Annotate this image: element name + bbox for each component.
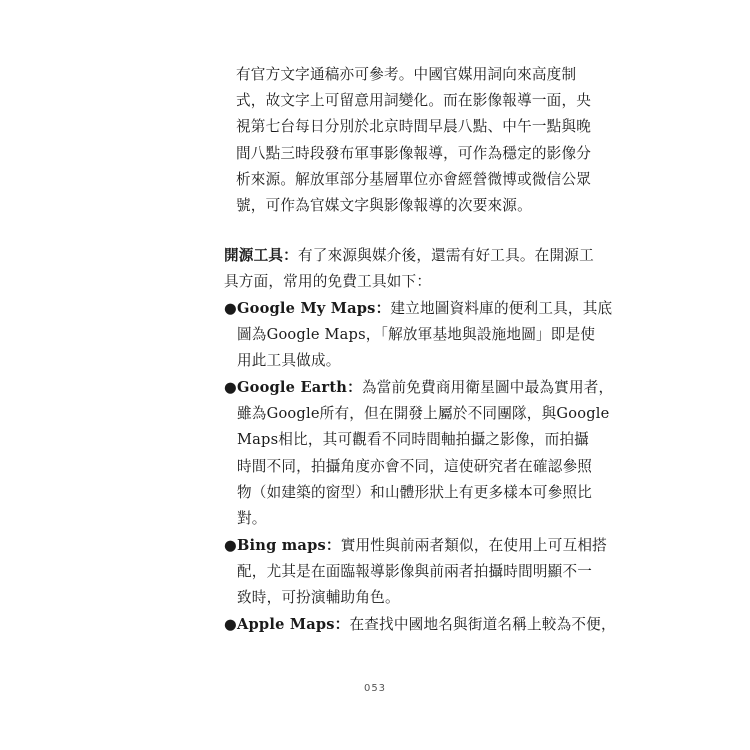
text-line: 對。 <box>237 510 267 528</box>
text-line <box>237 533 607 559</box>
text-line <box>237 296 613 322</box>
list-item-google-my-maps <box>224 296 613 375</box>
list-item-google-earth <box>224 375 614 532</box>
text-line: 致時，可扮演輔助角色。 <box>237 589 400 607</box>
text-line <box>224 243 594 269</box>
bullet-icon: ● <box>224 300 237 317</box>
tools-text: 有了來源與媒介後，還需有好工具。在開源工 <box>297 247 594 264</box>
text-line: 間八點三時段發布軍事影像報導，可作為穩定的影像分 <box>236 144 592 162</box>
list-item-apple-maps <box>224 612 616 638</box>
text-line <box>237 612 616 638</box>
text-line: Maps相比，其可觀看不同時間軸拍攝之影像，而拍攝 <box>237 431 589 449</box>
bullet-icon: ● <box>224 537 237 554</box>
tool-name: Bing maps： <box>237 537 341 554</box>
text-line: 時間不同，拍攝角度亦會不同，這使研究者在確認參照 <box>237 457 593 475</box>
text-line <box>237 375 614 401</box>
text-line: 析來源。解放軍部分基層單位亦會經營微博或微信公眾 <box>236 170 592 188</box>
tools-paragraph <box>224 243 594 295</box>
tool-name: Apple Maps： <box>237 616 350 633</box>
text-line: 具方面，常用的免費工具如下： <box>224 273 432 291</box>
text-line: 配，尤其是在面臨報導影像與前兩者拍攝時間明顯不一 <box>237 563 593 581</box>
tool-description: 為當前免費商用衛星圖中最為實用者， <box>361 379 614 396</box>
bullet-icon: ● <box>224 379 237 396</box>
tools-heading: 開源工具： <box>224 247 298 264</box>
tool-description: 實用性與前兩者類似，在使用上可互相搭 <box>340 537 607 554</box>
bullet-icon: ● <box>224 616 237 633</box>
text-line: 物（如建築的窗型）和山體形狀上有更多樣本可參照比 <box>237 483 593 501</box>
tool-description: 在查找中國地名與街道名稱上較為不便， <box>349 616 616 633</box>
page-number: 053 <box>363 683 387 694</box>
text-line: 號，可作為官媒文字與影像報導的次要來源。 <box>236 197 532 215</box>
tool-description: 建立地圖資料庫的便利工具，其底 <box>390 300 613 317</box>
text-line: 有官方文字通稿亦可參考。中國官媒用詞向來高度制 <box>236 66 577 83</box>
text-line: 圖為Google Maps，「解放軍基地與設施地圖」即是使 <box>237 326 596 344</box>
text-line: 式，故文字上可留意用詞變化。而在影像報導一面，央 <box>236 92 592 110</box>
intro-paragraph <box>236 62 592 219</box>
text-line: 視第七台每日分別於北京時間早晨八點、中午一點與晚 <box>236 118 592 136</box>
text-line: 用此工具做成。 <box>237 352 341 370</box>
text-line: 雖為Google所有，但在開發上屬於不同團隊，與Google <box>237 405 610 423</box>
tool-name: Google Earth： <box>237 379 362 396</box>
tool-name: Google My Maps： <box>237 300 391 317</box>
list-item-bing-maps <box>224 533 607 612</box>
